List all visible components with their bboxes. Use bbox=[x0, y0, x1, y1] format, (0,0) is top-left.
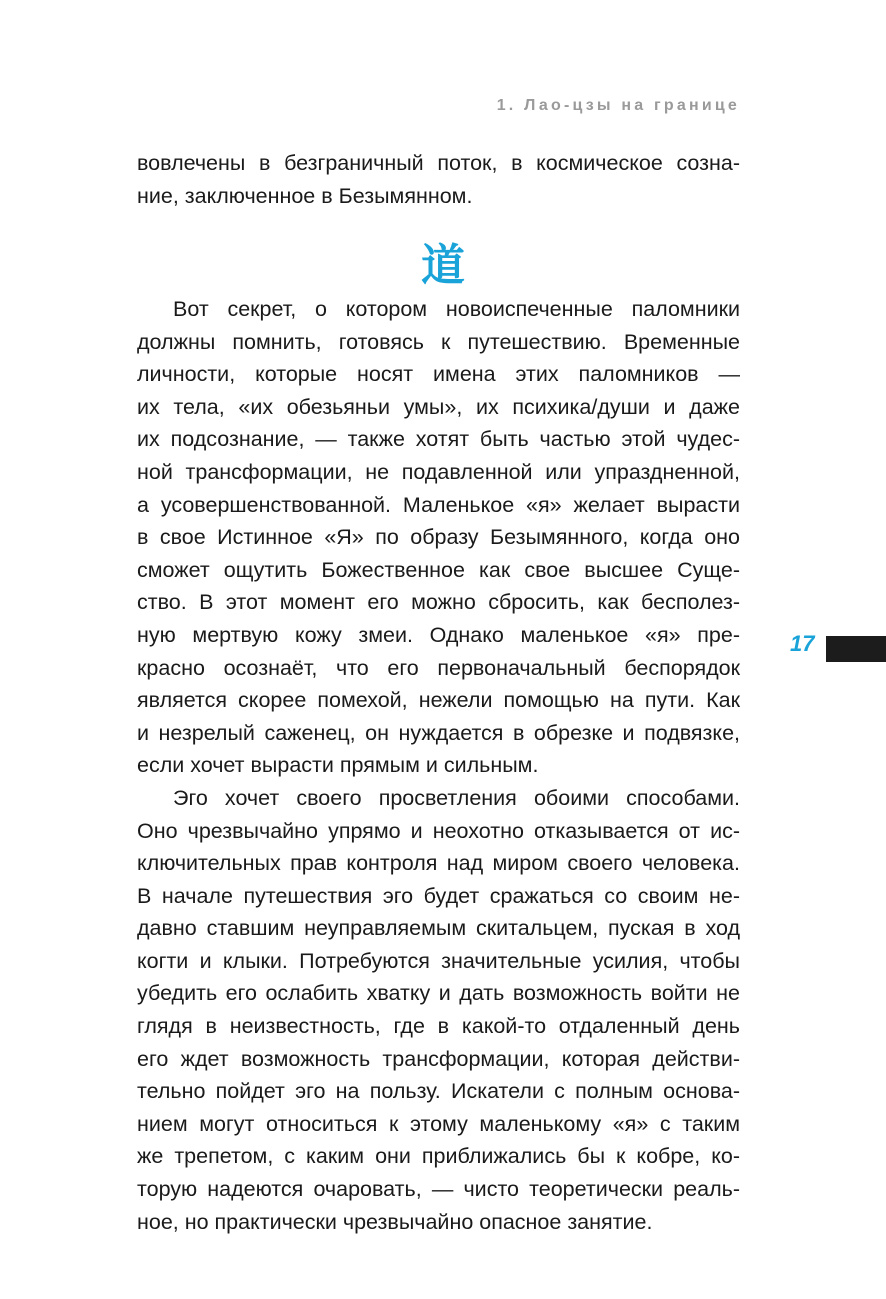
text-line: их тела, «их обезьяньи умы», их психика/души и даже bbox=[137, 394, 740, 419]
text-line: сможет ощутить Божественное как свое высшее Суще- bbox=[137, 557, 740, 582]
text-line: глядя в неизвестность, где в какой-то отдаленный день bbox=[137, 1014, 740, 1039]
text-line: является скорее помехой, нежели помощью на пути. Как bbox=[137, 688, 740, 713]
text-line: тельно пойдет эго на пользу. Искатели с полным основа- bbox=[137, 1079, 740, 1104]
text-line: в свое Истинное «Я» по образу Безымянного, когда оно bbox=[137, 525, 740, 550]
text-line: если хочет вырасти прямым и сильным. bbox=[137, 753, 539, 778]
text-line: ние, заключенное в Безымянном. bbox=[137, 183, 473, 208]
text-line: а усовершенствованной. Маленькое «я» желает вырасти bbox=[137, 492, 740, 517]
text-line: вовлечены в безграничный поток, в космическое созна- bbox=[137, 151, 740, 175]
text-line: же трепетом, с каким они приближались бы к кобре, ко- bbox=[137, 1144, 740, 1169]
text-line: Эго хочет своего просветления обоими способами. bbox=[173, 785, 740, 810]
text-line: В начале путешествия эго будет сражаться со своим не- bbox=[137, 883, 740, 908]
intro-text bbox=[137, 147, 740, 212]
text-line: давно ставшим неуправляемым скитальцем, пуская в ход bbox=[137, 916, 740, 941]
text-line: торую надеются очаровать, — чисто теоретически реаль- bbox=[137, 1177, 740, 1202]
page-edge-tab bbox=[826, 636, 886, 662]
text-line: убедить его ослабить хватку и дать возможность войти не bbox=[137, 981, 740, 1006]
text-line: должны помнить, готовясь к путешествию. Временные bbox=[137, 329, 740, 354]
page-number: 17 bbox=[790, 631, 815, 656]
text-line: ной трансформации, не подавленной или упраздненной, bbox=[137, 459, 740, 484]
tao-ornament-icon: 道 bbox=[421, 240, 465, 291]
text-line: ключительных прав контроля над миром своего человека. bbox=[137, 851, 740, 876]
text-line: нием могут относиться к этому маленькому «я» с таким bbox=[137, 1111, 740, 1136]
text-line: ную мертвую кожу змеи. Однако маленькое «я» пре- bbox=[137, 622, 740, 647]
text-line: Вот секрет, о котором новоиспеченные паломники bbox=[173, 297, 740, 321]
text-line: ство. В этот момент его можно сбросить, как бесполез- bbox=[137, 590, 740, 615]
text-line: когти и клыки. Потребуются значительные усилия, чтобы bbox=[137, 948, 740, 973]
main-text bbox=[137, 293, 740, 1238]
text-line: ное, но практически чрезвычайно опасное занятие. bbox=[137, 1209, 653, 1234]
text-line: Оно чрезвычайно упрямо и неохотно отказывается от ис- bbox=[137, 818, 740, 843]
text-line: личности, которые носят имена этих паломников — bbox=[137, 362, 740, 387]
text-line: их подсознание, — также хотят быть частью этой чудес- bbox=[137, 427, 740, 452]
text-line: красно осознаёт, что его первоначальный беспорядок bbox=[137, 655, 740, 680]
running-head: 1. Лао-цзы на границе bbox=[496, 97, 740, 114]
text-line: его ждет возможность трансформации, которая действи- bbox=[137, 1046, 740, 1071]
text-line: и незрелый саженец, он нуждается в обрезке и подвязке, bbox=[137, 720, 740, 745]
